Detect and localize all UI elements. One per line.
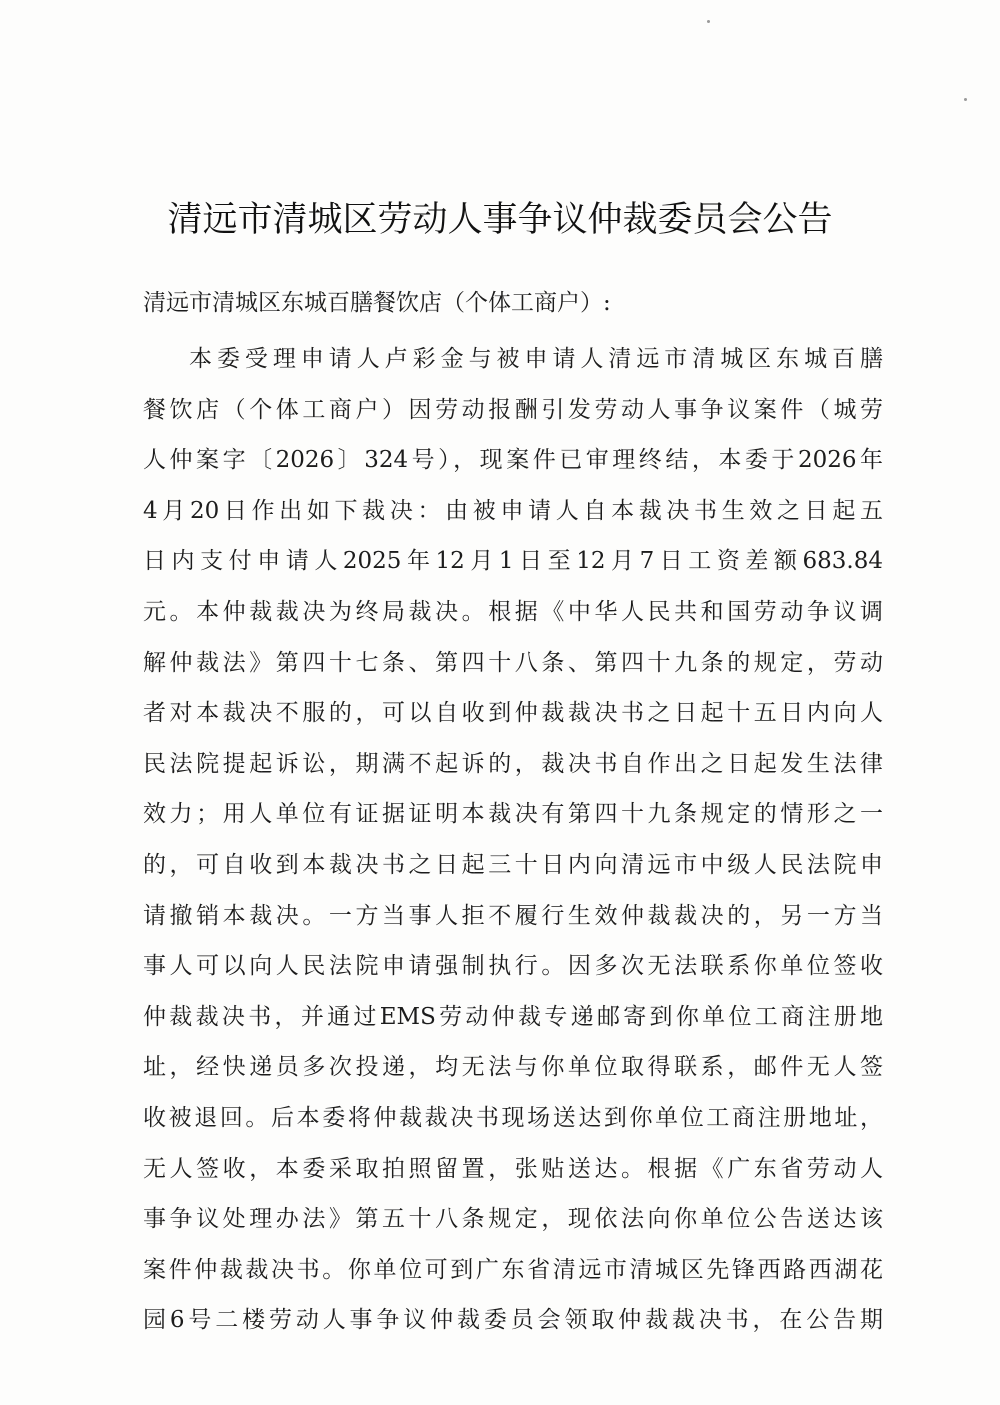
body-line: 事人可以向人民法院申请强制执行。因多次无法联系你单位签收 [143,953,883,980]
body-text [143,334,883,1346]
addressee: 清远市清城区东城百膳餐饮店（个体工商户）: [143,290,611,316]
body-line: 餐饮店（个体工商户）因劳动报酬引发劳动人事争议案件（城劳 [143,396,883,423]
body-line: 园6号二楼劳动人事争议仲裁委员会领取仲裁裁决书，在公告期 [143,1307,883,1334]
body-line: 元。本仲裁裁决为终局裁决。根据《中华人民共和国劳动争议调 [143,598,883,625]
scan-speck [964,98,967,101]
body-line: 请撤销本裁决。一方当事人拒不履行生效仲裁裁决的，另一方当 [143,902,883,929]
body-line: 人仲案字〔2026〕324号），现案件已审理终结，本委于2026年 [143,447,883,474]
body-line: 本委受理申请人卢彩金与被申请人清远市清城区东城百膳 [189,346,883,372]
scan-speck [707,20,710,23]
document-title: 清远市清城区劳动人事争议仲裁委员会公告 [167,200,833,240]
body-line: 案件仲裁裁决书。你单位可到广东省清远市清城区先锋西路西湖花 [143,1256,883,1283]
body-line: 无人签收，本委采取拍照留置，张贴送达。根据《广东省劳动人 [143,1155,883,1182]
body-line: 事争议处理办法》第五十八条规定，现依法向你单位公告送达该 [143,1206,883,1233]
body-line: 民法院提起诉讼，期满不起诉的，裁决书自作出之日起发生法律 [143,750,883,777]
body-line: 仲裁裁决书，并通过EMS劳动仲裁专递邮寄到你单位工商注册地 [143,1003,883,1030]
body-line: 4月20日作出如下裁决：由被申请人自本裁决书生效之日起五 [143,497,883,524]
body-line: 者对本裁决不服的，可以自收到仲裁裁决书之日起十五日内向人 [143,700,883,727]
body-line: 的，可自收到本裁决书之日起三十日内向清远市中级人民法院申 [143,851,883,878]
body-line: 解仲裁法》第四十七条、第四十八条、第四十九条的规定，劳动 [143,649,883,676]
body-line: 址，经快递员多次投递，均无法与你单位取得联系，邮件无人签 [143,1054,883,1081]
body-line: 收被退回。后本委将仲裁裁决书现场送达到你单位工商注册地址， [143,1104,883,1131]
body-line: 效力；用人单位有证据证明本裁决有第四十九条规定的情形之一 [143,801,883,828]
body-line: 日内支付申请人2025年12月1日至12月7日工资差额683.84 [143,548,883,575]
